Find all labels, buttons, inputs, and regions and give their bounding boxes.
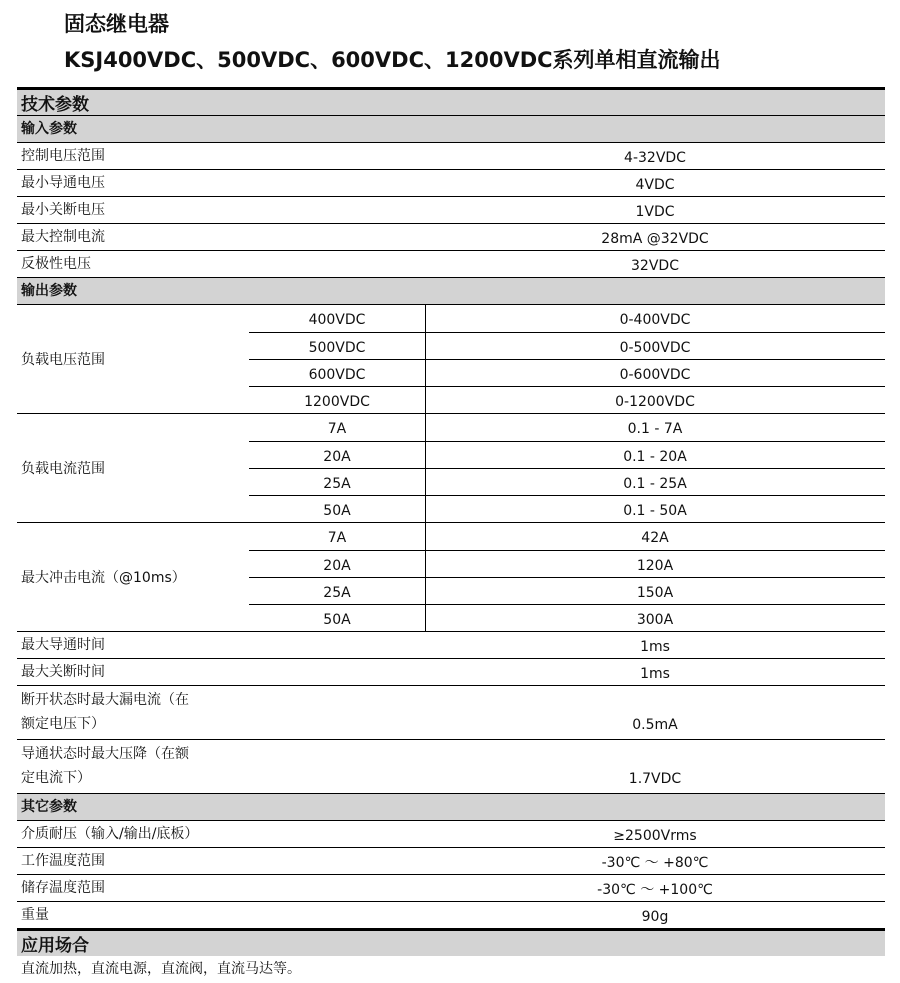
value-cell: 0-600VDC <box>619 367 691 383</box>
spec-subrow <box>249 550 885 577</box>
spec-row-voltage-drop <box>17 739 885 793</box>
model-cell: 7A <box>327 530 347 546</box>
spec-label: 控制电压范围 <box>21 148 105 164</box>
value-cell: 0-500VDC <box>619 340 691 356</box>
spec-label: 储存温度范围 <box>21 880 105 896</box>
value-cell: 150A <box>636 585 674 601</box>
spec-value: 32VDC <box>631 258 679 274</box>
subsection-header-output: 输出参数 <box>17 277 885 304</box>
section-header-tech: 技术参数 <box>17 87 885 115</box>
spec-row <box>17 820 885 847</box>
spec-label: 最小导通电压 <box>21 175 105 191</box>
spec-label: 最大导通时间 <box>21 637 105 653</box>
spec-label <box>21 740 241 790</box>
spec-label: 重量 <box>21 907 49 923</box>
spec-label: 工作温度范围 <box>21 853 105 869</box>
spec-row <box>17 196 885 223</box>
spec-group-label: 最大冲击电流（@10ms） <box>21 570 186 586</box>
model-cell: 7A <box>327 421 347 437</box>
spec-subrow <box>249 441 885 468</box>
spec-value: ≥2500Vrms <box>613 828 697 844</box>
spec-subrow <box>249 468 885 495</box>
spec-label: 最小关断电压 <box>21 202 105 218</box>
value-cell: 0.1 - 25A <box>623 476 687 492</box>
model-cell: 20A <box>323 449 351 465</box>
spec-row <box>17 142 885 169</box>
subsection-header-other: 其它参数 <box>17 793 885 820</box>
model-cell: 25A <box>323 585 351 601</box>
spec-label: 反极性电压 <box>21 256 91 272</box>
spec-value: 4VDC <box>635 177 675 193</box>
spec-label-line: 断开状态时最大漏电流（在 <box>21 692 189 708</box>
model-cell: 20A <box>323 558 351 574</box>
spec-label: 最大关断时间 <box>21 664 105 680</box>
model-cell: 1200VDC <box>304 394 370 410</box>
spec-subrow <box>249 523 885 550</box>
subsection-header-input: 输入参数 <box>17 115 885 142</box>
spec-subrow <box>249 305 885 332</box>
spec-value: 4-32VDC <box>624 150 686 166</box>
model-cell: 500VDC <box>308 340 366 356</box>
doc-title: 固态继电器 <box>64 12 169 36</box>
spec-value: 1.7VDC <box>628 771 682 787</box>
spec-row <box>17 658 885 685</box>
spec-label: 介质耐压（输入/输出/底板） <box>21 826 199 842</box>
spec-row <box>17 223 885 250</box>
model-cell: 600VDC <box>308 367 366 383</box>
value-cell: 0.1 - 20A <box>623 449 687 465</box>
spec-row-leakage <box>17 685 885 739</box>
spec-subrow <box>249 495 885 522</box>
value-cell: 120A <box>636 558 674 574</box>
spec-value: 1ms <box>640 639 670 655</box>
spec-label-line: 导通状态时最大压降（在额 <box>21 746 189 762</box>
spec-subrow <box>249 332 885 359</box>
value-cell: 0.1 - 50A <box>623 503 687 519</box>
value-cell: 0-1200VDC <box>615 394 695 410</box>
spec-group-label: 负载电流范围 <box>21 461 105 477</box>
value-cell: 0-400VDC <box>619 312 691 328</box>
value-cell: 300A <box>636 612 674 628</box>
value-cell: 0.1 - 7A <box>627 421 683 437</box>
spec-row <box>17 847 885 874</box>
spec-row <box>17 250 885 277</box>
spec-value: -30℃ ～ +100℃ <box>597 882 713 898</box>
spec-row <box>17 631 885 658</box>
spec-value: 1ms <box>640 666 670 682</box>
model-cell: 400VDC <box>308 312 366 328</box>
doc-subtitle: KSJ400VDC、500VDC、600VDC、1200VDC系列单相直流输出 <box>64 48 721 72</box>
spec-label-line: 定电流下） <box>21 770 91 786</box>
spec-sheet <box>17 87 885 982</box>
spec-label: 最大控制电流 <box>21 229 105 245</box>
spec-group-surge-current <box>17 522 885 631</box>
model-cell: 50A <box>323 503 351 519</box>
application-text: 直流加热，直流电源，直流阀，直流马达等。 <box>21 961 301 977</box>
spec-row <box>17 874 885 901</box>
spec-subrow <box>249 359 885 386</box>
spec-group-label: 负载电压范围 <box>21 352 105 368</box>
spec-label-line: 额定电压下） <box>21 716 105 732</box>
spec-value: 1VDC <box>635 204 675 220</box>
value-cell: 42A <box>641 530 669 546</box>
model-cell: 50A <box>323 612 351 628</box>
spec-value: 0.5mA <box>632 717 678 733</box>
spec-subrow <box>249 604 885 631</box>
spec-label <box>21 686 241 736</box>
spec-subrow <box>249 386 885 413</box>
spec-group-load-voltage <box>17 304 885 413</box>
spec-group-load-current <box>17 413 885 522</box>
spec-row <box>17 169 885 196</box>
spec-row <box>17 901 885 928</box>
spec-value: -30℃ ～ +80℃ <box>601 855 709 871</box>
model-cell: 25A <box>323 476 351 492</box>
spec-subrow <box>249 577 885 604</box>
section-header-application: 应用场合 <box>17 928 885 956</box>
spec-value: 90g <box>641 909 669 925</box>
spec-value: 28mA @32VDC <box>601 231 709 247</box>
spec-subrow <box>249 414 885 441</box>
